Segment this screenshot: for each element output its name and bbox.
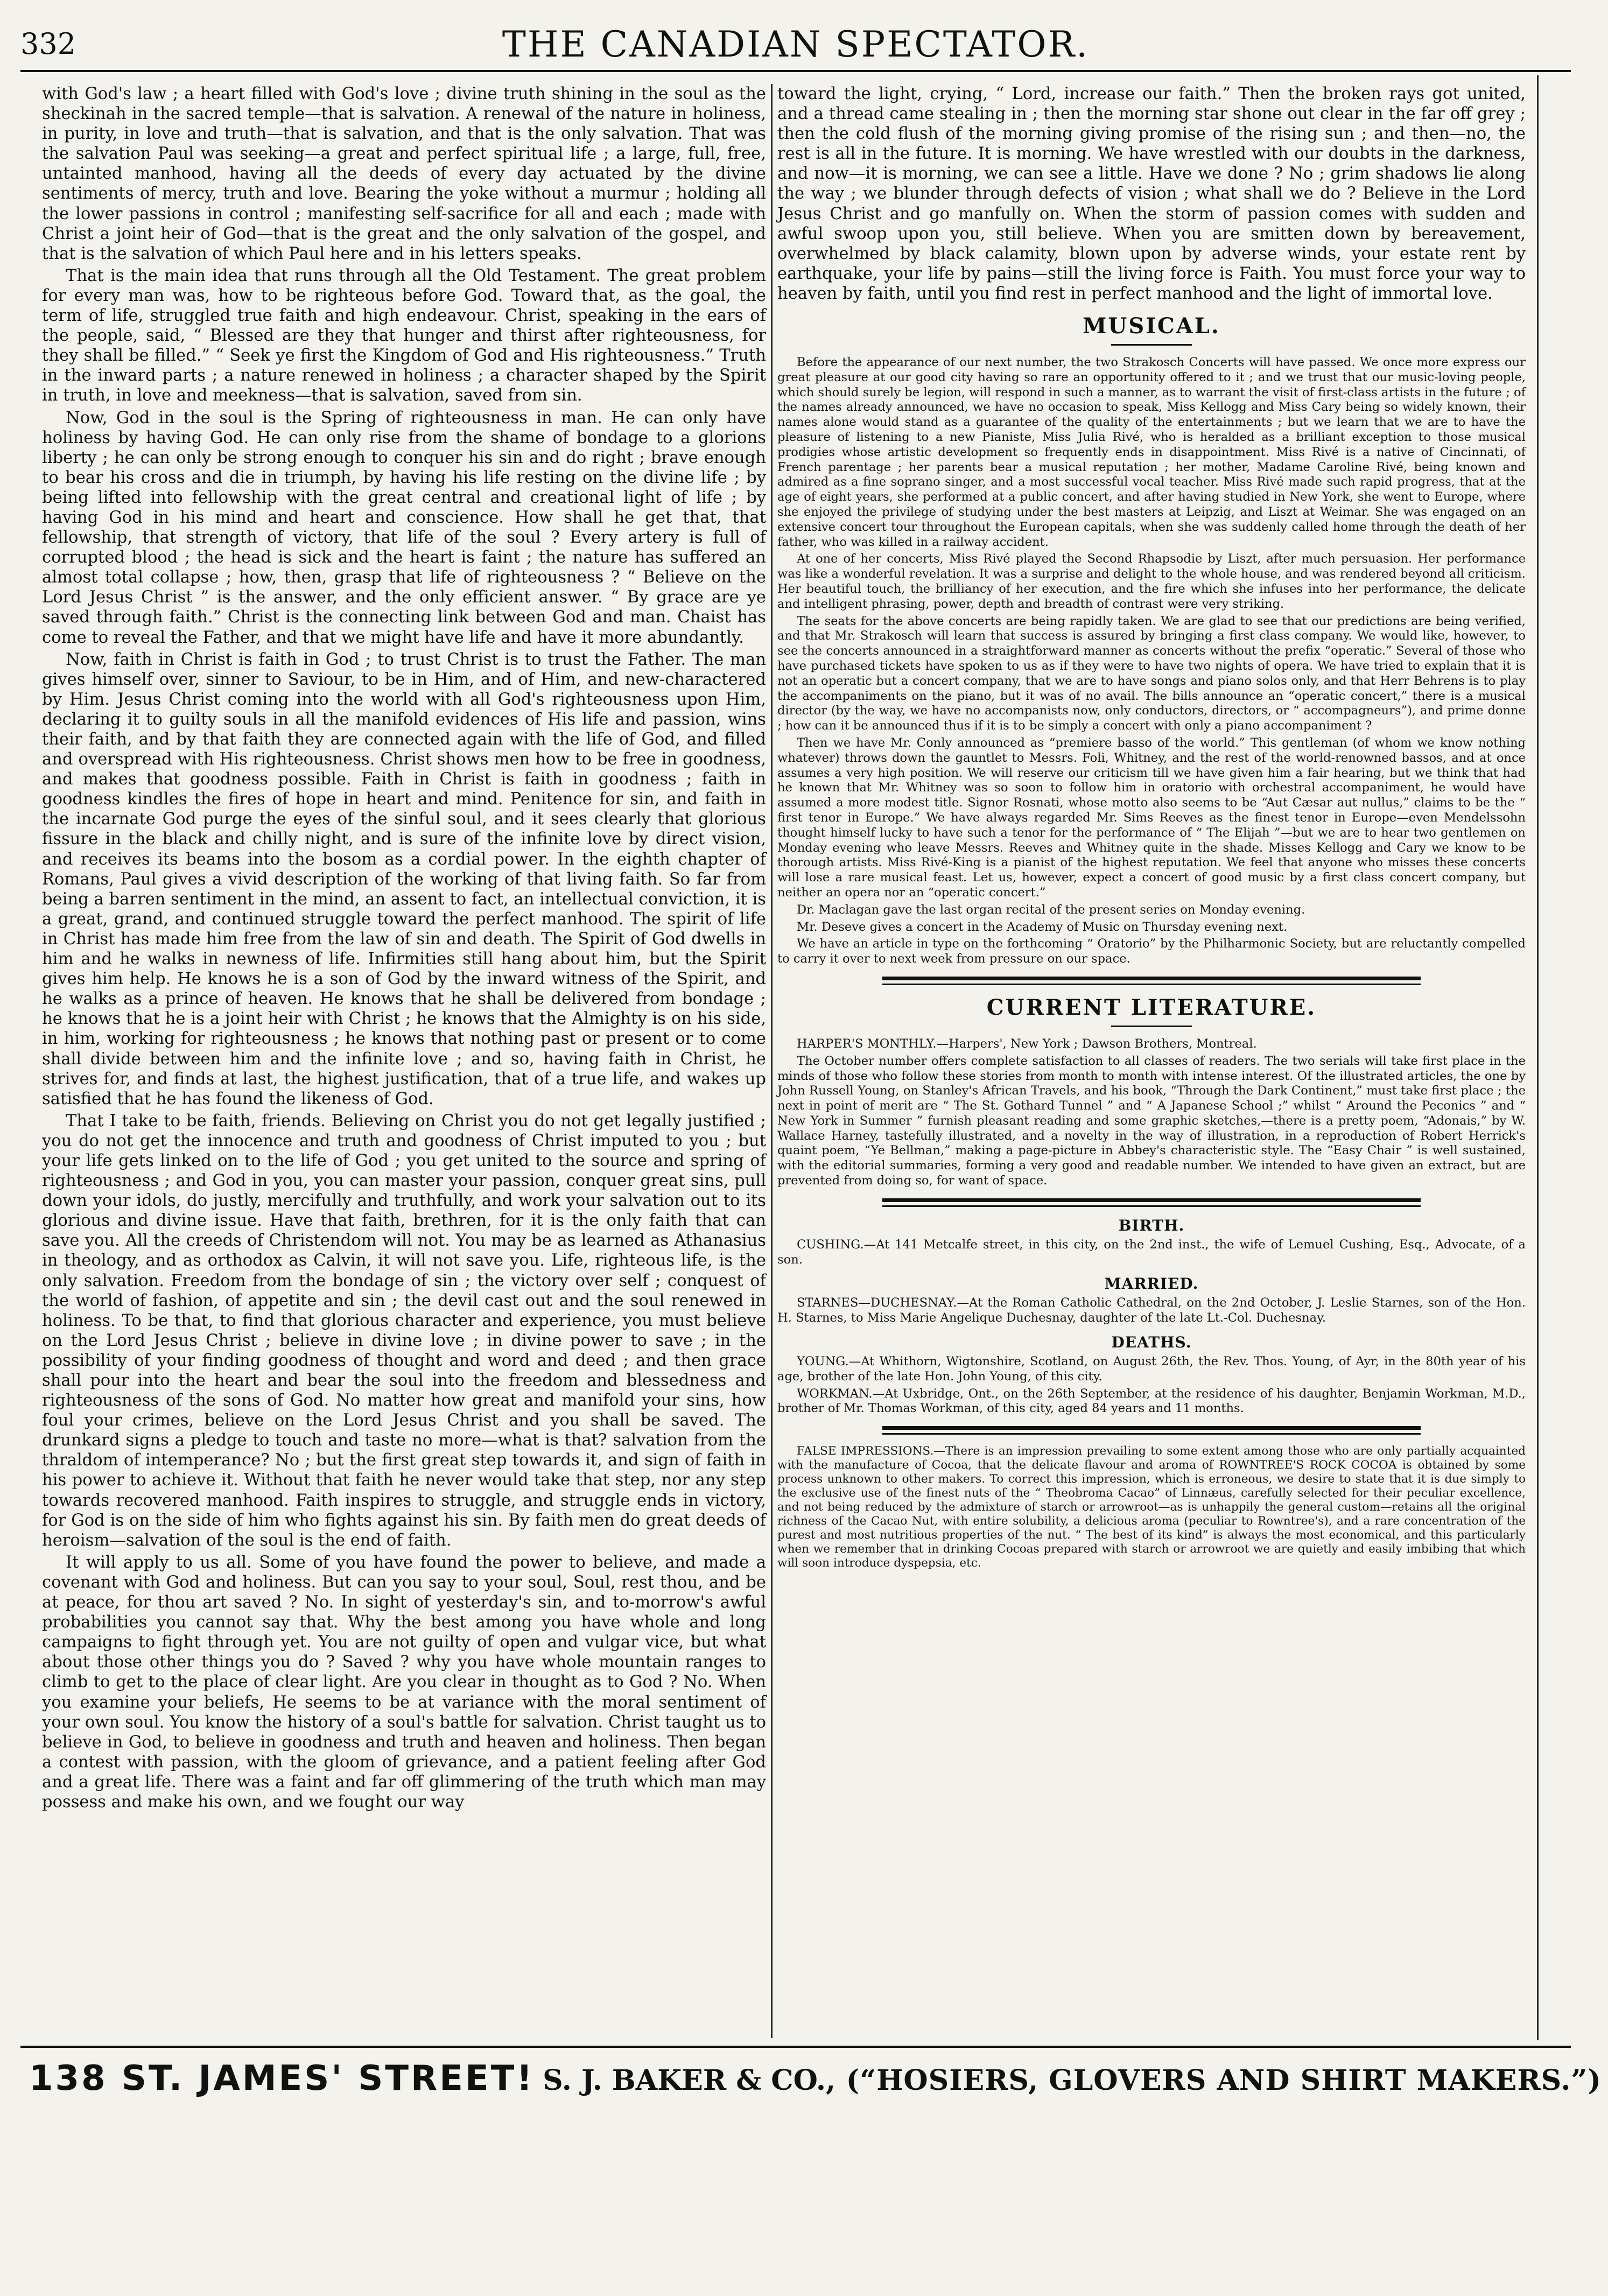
musical-paragraph: At one of her concerts, Miss Rivé played the Second Rhapsodie by Liszt, after much persuasion. Her performance was like a wonderful revelation. It was a surprise and delight to the whole house, and was rendered beyond all criticism. Her beautiful touch, the brilliancy of her execution, and the fire which she infuses into her performance, the delicate and intelligent phrasing, power, depth and breadth of contrast were very striking. [777,552,1526,611]
section-rule [882,1426,1421,1430]
musical-paragraph: We have an article in type on the forthcoming “ Oratorio” by the Philharmonic Society, but are reluctantly compelled to carry it over to next week from pressure on our space. [777,937,1526,966]
advertisement-text: FALSE IMPRESSIONS.—There is an impression prevailing to some extent among those who are only partially acquainted with the manufacture of Cocoa, that the delicate flavour and aroma of ROWNTREE'S ROCK COCOA is obtained by some process unknown to other makers. To correct this impression, which is erroneous, we desire to state that it is due simply to the exclusive use of the finest nuts of the “ Theobroma Cacao” of Linnæus, carefully selected for their peculiar excellence, and not being reduced by the admixture of starch or arrowroot—as is unhappily the general custom—retains all the original richness of the Cacao Nut, with entire solubility, a delicious aroma (peculiar to Rowntree's), and a rare concentration of the purest and most nutritious properties of the nut. “ The best of its kind” is always the most economical, and this particularly when we remember that in drinking Cocoas prepared with starch or arrowroot we are quietly and easily imbibing that which will soon introduce dyspepsia, etc. [777,1444,1526,1570]
heading-rule [1111,1026,1192,1027]
musical-paragraph: Dr. Maclagan gave the last organ recital of the present series on Monday evening. [797,902,1305,917]
page-number: 332 [20,27,76,61]
section-rule [882,1205,1421,1207]
literature-paragraph: HARPER'S MONTHLY.—Harpers', New York ; Dawson Brothers, Montreal. [797,1036,1257,1051]
sermon-paragraph: It will apply to us all. Some of you have found the power to believe, and made a covenant with God and holiness. But can you say to your soul, Soul, rest thou, and be at peace, for thou art saved ? No. In sight of yesterday's sin, and to-morrow's awful probabilities you cannot say that. Why the best among you have whole and long campaigns to fight through yet. You are not guilty of open and vulgar vice, but what about those other things you do ? Saved ? why you have whole mountain ranges to climb to get to the place of clear light. Are you clear in thought as to God ? No. When you examine your beliefs, He seems to be at variance with the moral sentiment of your own soul. You know the history of a soul's battle for salvation. Christ taught us to believe in God, to believe in goodness and truth and heaven and holiness. Then began a contest with passion, with the gloom of grievance, and a patient feeling after God and a great life. There was a faint and far off glimmering of the truth which man may possess and make his own, and we fought our way [42,1553,766,1811]
sermon-paragraph: with God's law ; a heart filled with God's love ; divine truth shining in the soul as the sheckinah in the sacred temple—that is salvation. A renewal of the nature in holiness, in purity, in love and truth—that is salvation, and that is the only salvation. That was the salvation Paul was seeking—a great and perfect spiritual life ; a large, full, free, untainted manhood, having all the deeds of every day actuated by the divine sentiments of mercy, truth and love. Bearing the yoke without a murmur ; holding all the lower passions in control ; manifesting self-sacrifice for all and each ; made with Christ a joint heir of God—that is the great and the only salvation of the gospel, and that is the salvation of which Paul here and in his letters speaks. [42,85,766,263]
musical-heading: MUSICAL. [1083,313,1220,339]
footer-trade: (“HOSIERS, GLOVERS AND SHIRT MAKERS.”) [846,2064,1602,2097]
sermon-continuation [777,84,1526,304]
marriage-notice: STARNES—DUCHESNAY.—At the Roman Catholic Cathedral, on the 2nd October, J. Leslie Starnes, son of the Hon. H. Starnes, to Miss Marie Angelique Duchesnay, daughter of the late Lt.-Col. Duchesnay. [777,1296,1526,1325]
literature-paragraph: The October number offers complete satisfaction to all classes of readers. The two serials will take first place in the minds of those who follow these stories from month to month with intense interest. Of the illustrated articles, the one by John Russell Young, on Stanley's African Travels, and his book, “Through the Dark Continent,” must take first place ; the next in point of merit are “ The St. Gothard Tunnel ” and “ A Japanese School ;” whilst “ Around the Peconics ” and “ New York in Summer ” furnish pleasant reading and some graphic sketches,—there is a pretty poem, “Adonais,” by W. Wallace Harney, tastefully illustrated, and a novelty in the way of illustration, in a reproduction of Robert Herrick's quaint poem, “Ye Bellman,” making a page-picture in Abbey's characteristic style. The “Easy Chair ” is well sustained, with the editorial summaries, forming a very good and readable number. We intended to have given an extract, but are prevented from doing so, for want of space. [777,1054,1526,1188]
sermon-paragraph: That I take to be faith, friends. Believing on Christ you do not get legally justified ; you do not get the innocence and truth and goodness of Christ imputed to you ; but your life gets linked on to the life of God ; you get united to the source and spring of righteousness ; and God in you, you can master your passion, conquer great sins, pull down your idols, do justly, mercifully and truthfully, and work your salvation out to its glorious and divine issue. Have that faith, brethren, for it is the only faith that can save you. All the creeds of Christendom will not. You may be as learned as Athanasius in theology, and as orthodox as Calvin, it will not save you. Life, righteous life, is the only salvation. Freedom from the bondage of sin ; the victory over self ; conquest of the world of fashion, of appetite and sin ; the devil cast out and the soul renewed in holiness. To be that, to find that glorious character and experience, you must believe on the Lord Jesus Christ ; believe in divine love ; in divine power to save ; in the possibility of your finding goodness of thought and word and deed ; and then grace shall pour into the heart and bear the soul into the freedom and blessedness and righteousness of the sons of God. No matter how great and manifold your sins, how foul your crimes, believe on the Lord Jesus Christ and you shall be saved. The drunkard signs a pledge to touch and taste no more—what is that? salvation from the thraldom of intemperance? No ; but the first great step towards it, and sign of faith in his power to achieve it. Without that faith he never would take that step, nor any step towards recovered manhood. Faith inspires to struggle, and struggle ends in victory, for God is on the side of him who fights against his sin. By faith men do great deeds of heroism—salvation of the soul is the end of faith. [42,1111,766,1550]
section-rule [882,977,1421,980]
page-header [20,24,1571,72]
section-rule [882,1198,1421,1202]
sermon-paragraph: Now, faith in Christ is faith in God ; to trust Christ is to trust the Father. The man gives himself over, sinner to Saviour, to be in Him, and of Him, and new-charactered by Him. Jesus Christ coming into the world with all God's righteousness upon Him, declaring it to guilty souls in all the manifold evidences of His life and passion, wins their faith, and by that faith they are connected again with the life of God, and filled and overspread with His righteousness. Christ shows men how to be free in goodness, and makes that goodness possible. Faith in Christ is faith in goodness ; faith in goodness kindles the fires of hope in heart and mind. Penitence for sin, and faith in the incarnate God purge the eyes of the sinful soul, and it sees clearly that glorious fissure in the black and chilly night, and is sure of the infinite love by direct vision, and receives its beams into the bosom as a cordial power. In the eighth chapter of Romans, Paul gives a vivid description of the working of that living faith. So far from being a barren sentiment in the mind, an assent to fact, an intellectual conviction, it is a great, grand, and continued struggle toward the perfect manhood. The spirit of life in Christ has made him free from the law of sin and death. The Spirit of God dwells in him and he walks in newness of life. Infirmities still hang about him, but the Spirit gives him help. He knows he is a son of God by the inward witness of the Spirit, and he walks as a prince of heaven. He knows that he shall be delivered from bondage ; he knows that he is a joint heir with Christ ; he knows that the Almighty is on his side, in him, working for righteousness ; he knows that nothing past or present or to come shall divide between him and the infinite love ; and so, having faith in Christ, he strives for, and finds at last, the highest justification, that of a true life, and wakes up satisfied that he has found the likeness of God. [42,650,766,1108]
cocoa-advertisement [777,1444,1526,1570]
footer-line [29,2059,1602,2098]
sermon-column [42,84,766,1814]
footer-advertisement [20,2046,1602,2123]
musical-paragraph: Before the appearance of our next number, the two Strakosch Concerts will have passed. We once more express our great pleasure at our good city having so rare an opportunity offered to it ; and we trust that our music-loving people, which should surely be legion, will respond in such a manner, as to warrant the visit of first-class artists in the future ; of the names already announced, we have no occasion to speak, Miss Kellogg and Miss Cary being so widely known, their names alone would stand as a guarantee of the quality of the entertainments ; but we learn that we are to have the pleasure of listening to a new Pianiste, Miss Julia Rivé, who is heralded as a brilliant exception to those musical prodigies whose artistic development so frequently ends in disappointment. Miss Rivé is a native of Cincinnati, of French parentage ; her parents bear a musical reputation ; her mother, Madame Caroline Rivé, being known and admired as a fine soprano singer, and a most successful vocal teacher. Miss Rivé made such rapid progress, that at the age of eight years, she performed at a public concert, and after having studied in New York, she went to Europe, where she enjoyed the privilege of studying under the best masters at Leipzig, and Liszt at Weimar. She was engaged on an extensive concert tour throughout the European capitals, when she was suddenly called home through the death of her father, who was killed in a railway accident. [777,355,1526,549]
literature-heading: CURRENT LITERATURE. [986,994,1317,1020]
musical-paragraph: Mr. Deseve gives a concert in the Academy of Music on Thursday evening next. [797,919,1288,934]
musical-section [777,355,1526,967]
deaths-section [777,1354,1526,1416]
death-notice: WORKMAN.—At Uxbridge, Ont., on the 26th September, at the residence of his daughter, Benjamin Workman, M.D., brother of Mr. Thomas Workman, of this city, aged 84 years and 11 months. [777,1386,1526,1416]
footer-firm: S. J. BAKER & CO., [543,2064,836,2097]
sermon-paragraph: That is the main idea that runs through all the Old Testament. The great problem for every man was, how to be righteous before God. Toward that, as the goal, the term of life, struggled true faith and high endeavour. Christ, speaking in the ears of the people, said, “ Blessed are they that hunger and thirst after righteousness, for they shall be filled.” “ Seek ye first the Kingdom of God and His righteousness.” Truth in the inward parts ; a nature renewed in holiness ; a character shaped by the Spirit in truth, in love and meekness—that is salvation, saved from sin. [42,266,766,405]
heading-rule [1111,344,1192,346]
death-notice: YOUNG.—At Whithorn, Wigtonshire, Scotland, on August 26th, the Rev. Thos. Young, of Ayr, in the 80th year of his age, brother of the late Hon. John Young, of this city. [777,1354,1526,1384]
sermon-paragraph: toward the light, crying, “ Lord, increase our faith.” Then the broken rays got united, and a thread came stealing in ; then the morning star shone out clear in the far off grey ; then the cold flush of the morning giving promise of the rising sun ; and then—no, the rest is all in the future. It is morning. We have wrestled with our doubts in the darkness, and now—it is morning, we can see a little. Have we done ? No ; grim shadows lie along the way ; we blunder through defects of vision ; what shall we do ? Believe in the Lord Jesus Christ and go manfully on. When the storm of passion comes with sudden and awful swoop upon you, still believe. When you are smitten down by bereavement, overwhelmed by black calamity, blown upon by adverse winds, your estate rent by earthquake, your life by pains—still the living force is Faith. You must force your way to heaven by faith, until you find rest in perfect manhood and the light of immortal love. [777,85,1526,303]
birth-section [777,1238,1526,1268]
right-border-rule [1537,75,1539,2040]
footer-address: 138 ST. JAMES' STREET! [29,2059,535,2098]
sermon-paragraph: Now, God in the soul is the Spring of righteousness in man. He can only have holiness by having God. He can only rise from the shame of bondage to a glorions liberty ; he can only be strong enough to conquer his sin and do right ; brave enough to bear his cross and die in triumph, by having his life resting on the divine life ; by being lifted into fellowship with the great central and creational light of life ; by having God in his mind and heart and conscience. How shall he get that, that fellowship, that strength of victory, that life of the soul ? Every artery is full of corrupted blood ; the head is sick and the heart is faint ; the nature has suffered an almost total collapse ; how, then, grasp that life of righteousness ? “ Believe on the Lord Jesus Christ ” is the answer, and the only efficient answer. “ By grace are ye saved through faith.” Christ is the connecting link between God and man. Chaist has come to reveal the Father, and that we might have life and have it more abundantly. [42,408,766,647]
section-rule [882,1433,1421,1435]
right-column [777,84,1526,1572]
section-rule [882,984,1421,985]
masthead-title: THE CANADIAN SPECTATOR. [502,24,1090,65]
column-divider [771,84,773,2038]
married-heading: MARRIED. [1104,1275,1199,1293]
deaths-heading: DEATHS. [1111,1333,1192,1352]
married-section [777,1296,1526,1326]
birth-heading: BIRTH. [1118,1216,1185,1234]
musical-paragraph: The seats for the above concerts are being rapidly taken. We are glad to see that our predictions are being verified, and that Mr. Strakosch will learn that success is assured by bringing a first class company. We would like, however, to see the concerts announced in a straightforward manner as concerts without the prefix “operatic.” Several of those who have purchased tickets have spoken to us as if they were to have two nights of opera. We have tried to explain that it is not an operatic but a concert company, that we are to have songs and piano solos only, and that Herr Behrens is to play the accompaniments on the piano, but it was of no avail. The bills announce an “operatic concert,” there is a musical director (by the way, we have no accompanists now, only conductors, directors, or “ accompagneurs”), and prime donne ; how can it be announced thus if it is to be simply a concert with only a piano accompaniment ? [777,614,1526,733]
birth-notice: CUSHING.—At 141 Metcalfe street, in this city, on the 2nd inst., the wife of Lemuel Cushing, Esq., Advocate, of a son. [777,1237,1526,1267]
literature-section [777,1037,1526,1189]
musical-paragraph: Then we have Mr. Conly announced as “premiere basso of the world.” This gentleman (of whom we know nothing whatever) throws down the gauntlet to Messrs. Foli, Whitney, and the rest of the world-renowned bassos, and at once assumes a very high position. We will reserve our criticism till we have given him a fair hearing, but we think that had he known that Mr. Whitney was so soon to follow him in oratorio with orchestral accompaniment, he would have assumed a more modest title. Signor Rosnati, whose motto also seems to be “Aut Cæsar aut nullus,” claims to be the “ first tenor in Europe.” We have always regarded Mr. Sims Reeves as the finest tenor in Europe—even Mendelssohn thought himself lucky to have such a tenor for the performance of “ The Elijah ”—but we are to hear two gentlemen on Monday evening who leave Messrs. Reeves and Whitney quite in the shade. Misses Kellogg and Cary we know to be thorough artists. Miss Rivé-King is a pianist of the highest reputation. We feel that anyone who misses these concerts will lose a rare musical feast. Let us, however, expect a concert of good music by a first class concert company, but neither an opera nor an “operatic concert.” [777,735,1526,900]
